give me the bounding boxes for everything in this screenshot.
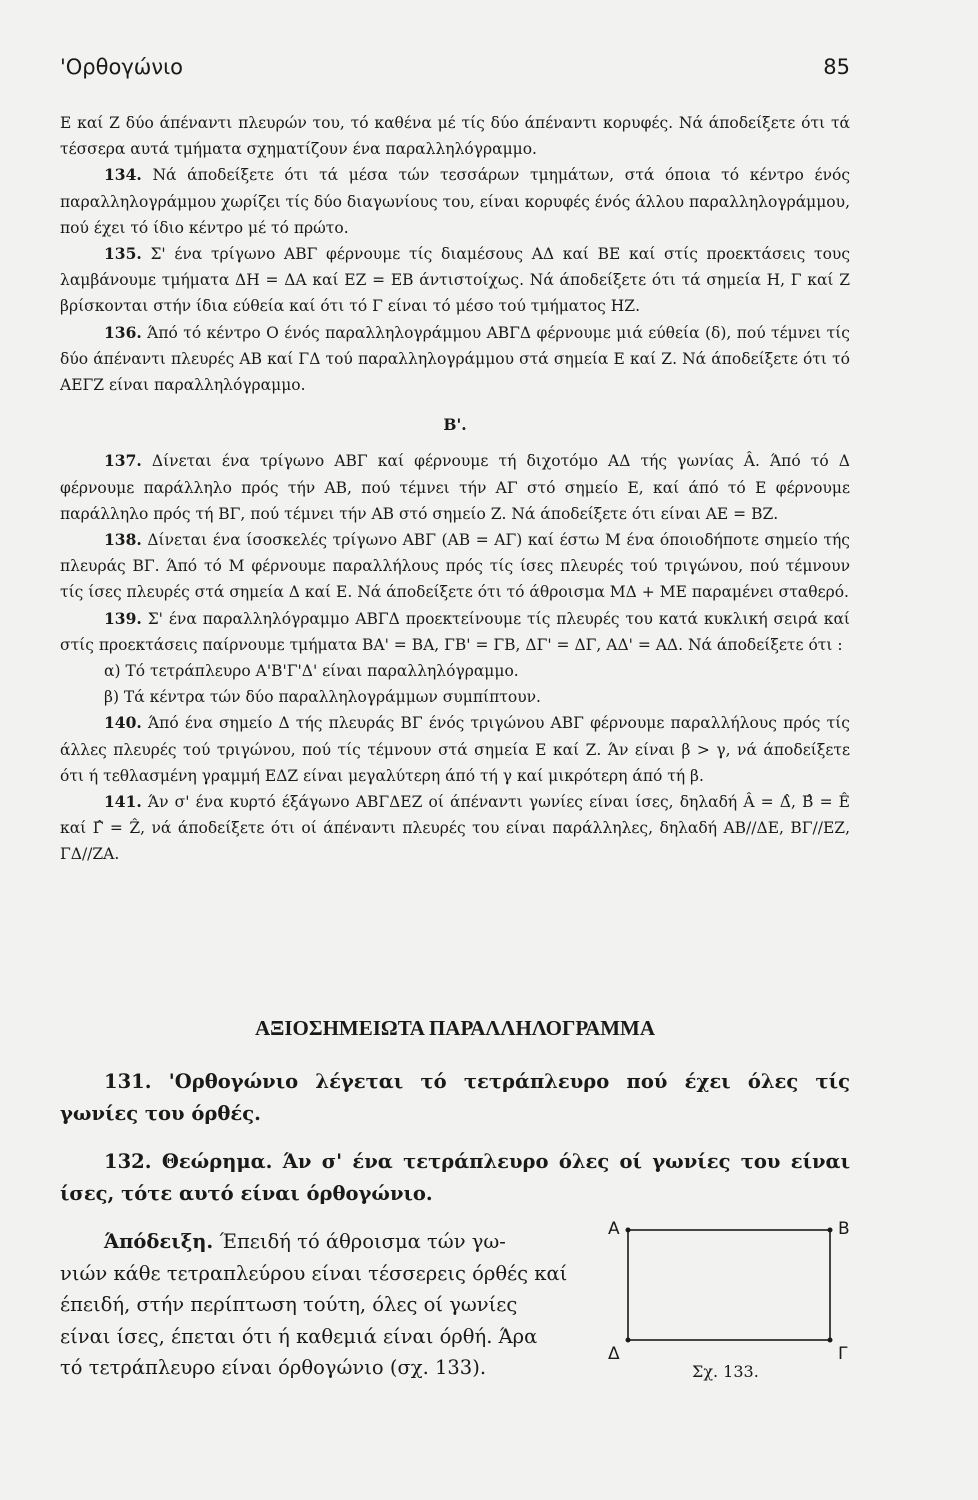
proof-line: τό τετράπλευρο είναι όρθογώνιο (σχ. 133). bbox=[60, 1356, 487, 1379]
exercise-139 bbox=[60, 606, 850, 658]
definition-number: 131. bbox=[104, 1070, 152, 1093]
definition-131 bbox=[60, 1066, 850, 1129]
exercise-number: 136. bbox=[104, 322, 142, 342]
proof bbox=[60, 1226, 580, 1384]
vertex-b-point bbox=[828, 1228, 833, 1233]
vertex-c-point bbox=[828, 1338, 833, 1343]
exercise-text: Σ' ένα παραλληλόγραμμο ΑΒΓΔ προεκτείνουμε τίς πλευρές του κατά κυκλική σειρά καί στίς προεκτάσεις παίρνουμε τμήματα ΒΑ' = ΒΑ, ΓΒ' = ΓΒ, ΔΓ' = ΔΓ, ΑΔ' = ΑΔ. Νά άποδείξετε ότι : bbox=[60, 609, 850, 654]
vertex-d-point bbox=[626, 1338, 631, 1343]
exercise-text: Δίνεται ένα ίσοσκελές τρίγωνο ΑΒΓ (ΑΒ = ΑΓ) καί έστω Μ ένα όποιοδήποτε σημείο τής πλευράς ΒΓ. Άπό τό Μ φέρνουμε παραλλήλους πρός τίς ίσες πλευρές τού τριγώνου, πού τέμνουν τίς ίσες πλευρές στά σημεία Δ καί Ε. Νά άποδείξετε ότι τό άθροισμα ΜΔ + ΜΕ παραμένει σταθερό. bbox=[60, 531, 850, 602]
group-b-heading: Β'. bbox=[443, 415, 467, 435]
rectangle-shape bbox=[628, 1230, 830, 1340]
exercise-139-item-b: β) Τά κέντρα τών δύο παραλληλογράμμων συμπίπτουν. bbox=[104, 688, 541, 707]
exercise-141 bbox=[60, 789, 850, 868]
vertex-a-point bbox=[626, 1228, 631, 1233]
vertex-b-label: Β bbox=[838, 1219, 850, 1239]
definition-text: 'Ορθογώνιο λέγεται τό τετράπλευρο πού έχει όλες τίς γωνίες του όρθές. bbox=[60, 1070, 850, 1125]
figure-133 bbox=[600, 1210, 860, 1390]
vertex-d-label: Δ bbox=[608, 1344, 620, 1364]
exercise-140 bbox=[60, 710, 850, 789]
chapter-title: 'Ορθογώνιο bbox=[60, 55, 184, 79]
section-title: ΑΞΙΟΣΗΜΕΙΩΤΑ ΠΑΡΑΛΛΗΛΟΓΡΑΜΜΑ bbox=[254, 1016, 656, 1040]
exercise-136 bbox=[60, 320, 850, 399]
exercise-number: 138. bbox=[104, 530, 142, 550]
exercise-number: 139. bbox=[104, 608, 142, 628]
theorem-text: Άν σ' ένα τετράπλευρο όλες οί γωνίες του είναι ίσες, τότε αυτό είναι όρθογώνιο. bbox=[60, 1150, 851, 1205]
exercise-137 bbox=[60, 448, 850, 527]
proof-line: νιών κάθε τετραπλεύρου είναι τέσσερεις όρθές καί bbox=[60, 1261, 568, 1285]
proof-label: Άπόδειξη. bbox=[104, 1230, 214, 1253]
exercise-text: Δίνεται ένα τρίγωνο ΑΒΓ καί φέρνουμε τή διχοτόμο ΑΔ τής γωνίας Â. Άπό τό Δ φέρνουμε παράλληλο πρός τήν ΑΒ, πού τέμνει τήν ΑΓ στό σημείο Ε, καί άπό τό Ε φέρνουμε παράλληλο πρός τή ΒΓ, πού τέμνει τήν ΑΒ στό σημείο Ζ. Νά άποδείξετε ότι είναι ΑΕ = ΒΖ. bbox=[60, 452, 850, 523]
exercise-block bbox=[60, 110, 850, 868]
running-head bbox=[60, 55, 850, 79]
exercise-134 bbox=[60, 162, 850, 241]
exercise-text: Άν σ' ένα κυρτό έξάγωνο ΑΒΓΔΕΖ οί άπέναντι γωνίες είναι ίσες, δηλαδή Â = Δ̂, Β̂ = Ê καί Γ̂ = Ẑ, νά άποδείξετε ότι οί άπέναντι πλευρές του είναι παράλληλες, δηλαδή ΑΒ//ΔΕ, ΒΓ//ΕΖ, ΓΔ//ΖΑ. bbox=[60, 793, 850, 864]
exercise-number: 140. bbox=[104, 713, 142, 733]
vertex-a-label: Α bbox=[608, 1219, 620, 1239]
exercise-139-item-a: α) Τό τετράπλευρο Α'Β'Γ'Δ' είναι παραλληλόγραμμο. bbox=[104, 662, 519, 681]
vertex-c-label: Γ bbox=[838, 1344, 848, 1364]
page-number: 85 bbox=[823, 55, 850, 79]
exercise-text: Άπό ένα σημείο Δ τής πλευράς ΒΓ ένός τριγώνου ΑΒΓ φέρνουμε παραλλήλους πρός τίς άλλες πλευρές τού τριγώνου, πού τίς τέμνουν στά σημεία Ε καί Ζ. Άν είναι β > γ, νά άποδείξετε ότι ή τεθλασμένη γραμμή ΕΔΖ είναι μεγαλύτερη άπό τή γ καί μικρότερη άπό τή β. bbox=[60, 714, 850, 785]
theorem-label: Θεώρημα. bbox=[161, 1150, 273, 1173]
proof-line: έπειδή, στήν περίπτωση τούτη, όλες οί γωνίες bbox=[60, 1293, 518, 1316]
exercise-135 bbox=[60, 241, 850, 320]
rectangle-diagram bbox=[600, 1210, 860, 1360]
intro-paragraph: Ε καί Ζ δύο άπέναντι πλευρών του, τό καθένα μέ τίς δύο άπέναντι κορυφές. Νά άποδείξετε ότι τά τέσσερα αυτά τμήματα σχηματίζουν ένα παραλληλόγραμμο. bbox=[60, 114, 850, 159]
exercise-number: 134. bbox=[104, 165, 142, 185]
theorem-number: 132. bbox=[104, 1150, 152, 1173]
exercise-number: 137. bbox=[104, 451, 142, 471]
theorem-132 bbox=[60, 1146, 850, 1209]
proof-line: είναι ίσες, έπεται ότι ή καθεμιά είναι όρθή. Άρα bbox=[60, 1324, 538, 1348]
exercise-text: Άπό τό κέντρο Ο ένός παραλληλογράμμου ΑΒΓΔ φέρνουμε μιά εύθεία (δ), πού τέμνει τίς δύο άπέναντι πλευρές ΑΒ καί ΓΔ τού παραλληλογράμμου στά σημεία Ε καί Ζ. Νά άποδείξετε ότι τό ΑΕΓΖ είναι παραλληλόγραμμο. bbox=[60, 323, 850, 395]
exercise-138 bbox=[60, 527, 850, 606]
exercise-text: Νά άποδείξετε ότι τά μέσα τών τεσσάρων τμημάτων, στά όποια τό κέντρο ένός παραλληλογράμμου χωρίζει τίς δύο διαγωνίους του, είναι κορυφές ένός άλλου παραλληλογράμμου, πού έχει τό ίδιο κέντρο μέ τό πρώτο. bbox=[60, 166, 850, 237]
proof-line: Έπειδή τό άθροισμα τών γω- bbox=[219, 1230, 506, 1253]
figure-caption: Σχ. 133. bbox=[692, 1362, 759, 1381]
exercise-number: 141. bbox=[104, 792, 142, 812]
exercise-text: Σ' ένα τρίγωνο ΑΒΓ φέρνουμε τίς διαμέσους ΑΔ καί ΒΕ καί στίς προεκτάσεις τους λαμβάνουμε τμήματα ΔΗ = ΔΑ καί ΕΖ = ΕΒ άντιστοίχως. Νά άποδείξετε ότι τά σημεία Η, Γ καί Ζ βρίσκονται στήν ίδια εύθεία καί ότι τό Γ είναι τό μέσο τού τμήματος ΗΖ. bbox=[60, 245, 850, 316]
exercise-number: 135. bbox=[104, 244, 142, 264]
